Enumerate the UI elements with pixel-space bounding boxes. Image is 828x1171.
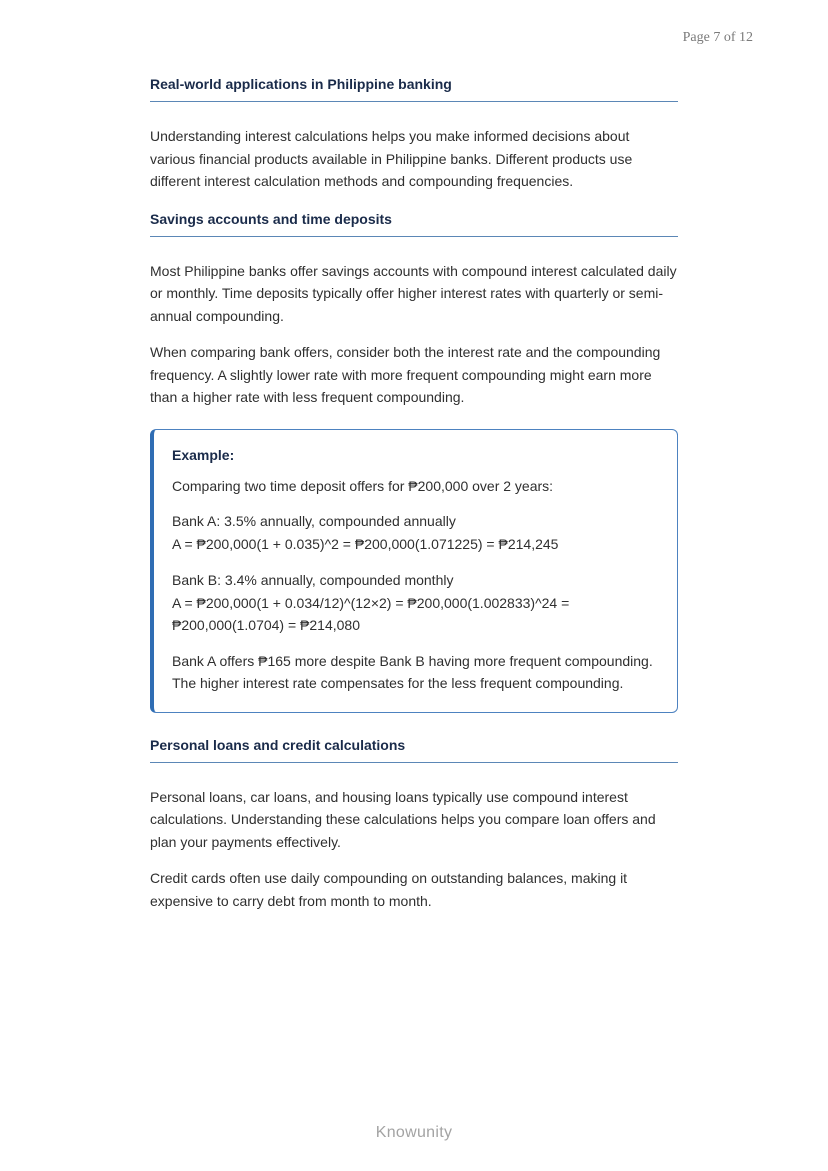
bank-a-label: Bank A: 3.5% annually, compounded annually: [172, 513, 456, 529]
page-number: Page 7 of 12: [682, 30, 753, 45]
example-title: Example:: [172, 446, 235, 463]
document-content: [150, 76, 678, 912]
section-heading-applications: Real-world applications in Philippine banking: [150, 76, 678, 102]
example-conclusion: Bank A offers ₱165 more despite Bank B having more frequent compounding. The higher interest rate compensates for the less frequent compounding.: [172, 652, 653, 691]
paragraph-loans-1: Personal loans, car loans, and housing loans typically use compound interest calculations. Understanding these calculations helps you compare loan offers and plan your payments effectively.: [150, 788, 656, 850]
bank-b-label: Bank B: 3.4% annually, compounded monthly: [172, 572, 454, 588]
paragraph-savings-2: When comparing bank offers, consider both the interest rate and the compounding frequency. A slightly lower rate with more frequent compounding might earn more than a higher rate with less frequent compounding.: [150, 344, 661, 405]
footer-brand: Knowunity: [375, 1124, 453, 1141]
section-heading-loans: Personal loans and credit calculations: [150, 737, 678, 763]
section-heading-savings: Savings accounts and time deposits: [150, 211, 678, 237]
example-intro: Comparing two time deposit offers for ₱200,000 over 2 years:: [172, 477, 554, 494]
bank-b-formula-line-2: ₱200,000(1.0704) = ₱214,080: [172, 617, 360, 633]
paragraph-savings-1: Most Philippine banks offer savings accounts with compound interest calculated daily or monthly. Time deposits typically offer higher interest rates with quarterly or semi-annual compounding.: [150, 262, 677, 324]
example-box: [150, 429, 678, 713]
bank-b-formula-line-1: A = ₱200,000(1 + 0.034/12)^(12×2) = ₱200,000(1.002833)^24 =: [172, 594, 570, 611]
paragraph-loans-2: Credit cards often use daily compounding on outstanding balances, making it expensive to carry debt from month to month.: [150, 870, 628, 909]
bank-a-formula: A = ₱200,000(1 + 0.035)^2 = ₱200,000(1.071225) = ₱214,245: [172, 535, 559, 552]
paragraph-applications: Understanding interest calculations helps you make informed decisions about various financial products available in Philippine banks. Different products use different interest calculation methods and compounding frequencies.: [150, 128, 633, 189]
